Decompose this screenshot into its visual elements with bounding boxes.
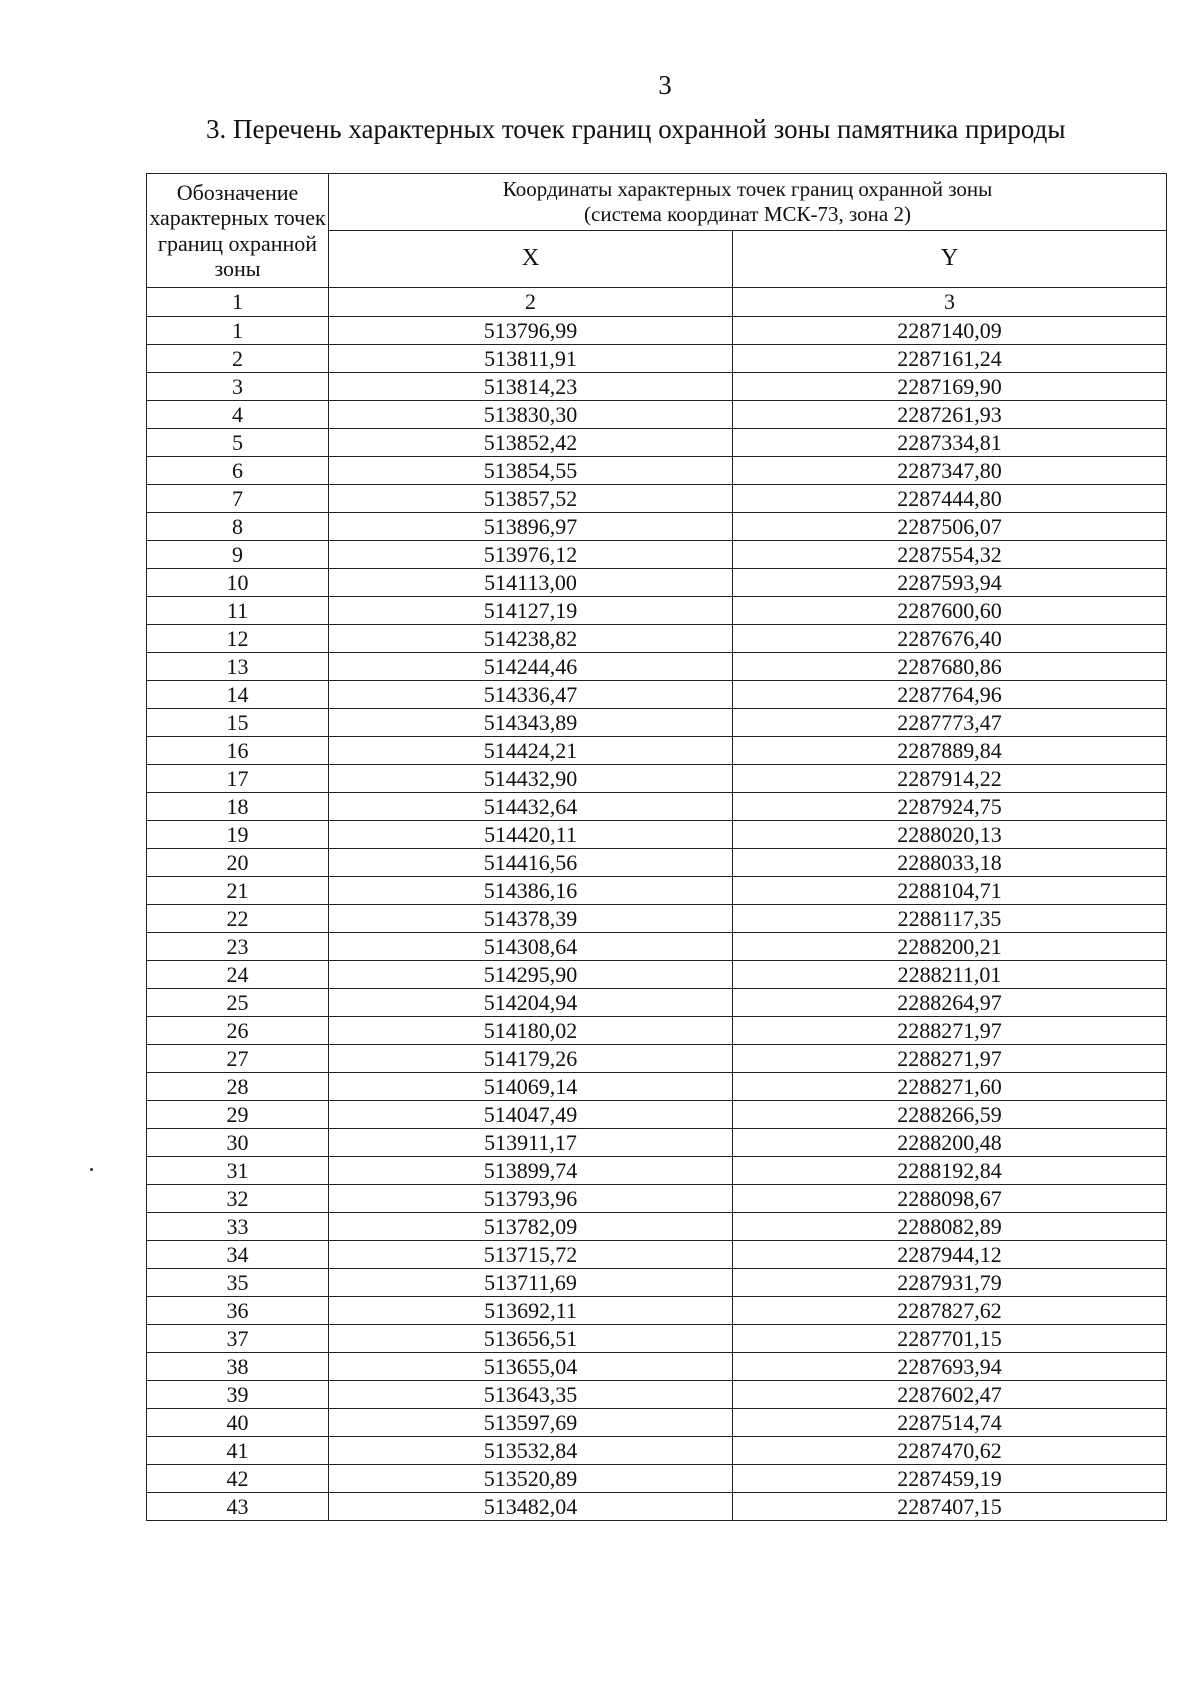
y-coordinate-cell: 2287944,12 <box>733 1241 1167 1269</box>
column-number: 2 <box>329 288 733 317</box>
y-coordinate-cell: 2287161,24 <box>733 345 1167 373</box>
point-number-cell: 43 <box>147 1493 329 1521</box>
x-coordinate-cell: 513811,91 <box>329 345 733 373</box>
table-row <box>147 1409 1167 1437</box>
y-coordinate-cell: 2287676,40 <box>733 625 1167 653</box>
header-y: Y <box>733 231 1167 288</box>
point-number-cell: 1 <box>147 317 329 345</box>
point-number-cell: 5 <box>147 429 329 457</box>
point-number-cell: 12 <box>147 625 329 653</box>
table-row <box>147 1353 1167 1381</box>
table-body <box>147 317 1167 1521</box>
y-coordinate-cell: 2287554,32 <box>733 541 1167 569</box>
table-row <box>147 793 1167 821</box>
table-row <box>147 849 1167 877</box>
table-row <box>147 821 1167 849</box>
point-number-cell: 3 <box>147 373 329 401</box>
y-coordinate-cell: 2287701,15 <box>733 1325 1167 1353</box>
y-coordinate-cell: 2287680,86 <box>733 653 1167 681</box>
x-coordinate-cell: 514336,47 <box>329 681 733 709</box>
y-coordinate-cell: 2287334,81 <box>733 429 1167 457</box>
x-coordinate-cell: 513643,35 <box>329 1381 733 1409</box>
coordinates-table <box>146 173 1167 1521</box>
x-coordinate-cell: 514386,16 <box>329 877 733 905</box>
y-coordinate-cell: 2287827,62 <box>733 1297 1167 1325</box>
y-coordinate-cell: 2287169,90 <box>733 373 1167 401</box>
x-coordinate-cell: 513854,55 <box>329 457 733 485</box>
x-coordinate-cell: 513814,23 <box>329 373 733 401</box>
y-coordinate-cell: 2287514,74 <box>733 1409 1167 1437</box>
x-coordinate-cell: 514424,21 <box>329 737 733 765</box>
point-number-cell: 28 <box>147 1073 329 1101</box>
table-row <box>147 1157 1167 1185</box>
table-row <box>147 1325 1167 1353</box>
x-coordinate-cell: 513656,51 <box>329 1325 733 1353</box>
point-number-cell: 10 <box>147 569 329 597</box>
header-designation: Обозначение характерных точек границ охранной зоны <box>147 174 329 288</box>
y-coordinate-cell: 2287602,47 <box>733 1381 1167 1409</box>
table-row <box>147 1185 1167 1213</box>
x-coordinate-cell: 514127,19 <box>329 597 733 625</box>
table-row <box>147 1213 1167 1241</box>
y-coordinate-cell: 2287914,22 <box>733 765 1167 793</box>
table-row <box>147 373 1167 401</box>
point-number-cell: 21 <box>147 877 329 905</box>
x-coordinate-cell: 513692,11 <box>329 1297 733 1325</box>
table-row <box>147 429 1167 457</box>
x-coordinate-cell: 513857,52 <box>329 485 733 513</box>
table-row <box>147 877 1167 905</box>
y-coordinate-cell: 2287764,96 <box>733 681 1167 709</box>
x-coordinate-cell: 514420,11 <box>329 821 733 849</box>
point-number-cell: 26 <box>147 1017 329 1045</box>
x-coordinate-cell: 513782,09 <box>329 1213 733 1241</box>
table-row <box>147 765 1167 793</box>
table-row <box>147 597 1167 625</box>
y-coordinate-cell: 2287889,84 <box>733 737 1167 765</box>
x-coordinate-cell: 514378,39 <box>329 905 733 933</box>
table-row <box>147 1297 1167 1325</box>
point-number-cell: 22 <box>147 905 329 933</box>
table-row <box>147 625 1167 653</box>
x-coordinate-cell: 513520,89 <box>329 1465 733 1493</box>
header-coordinates <box>329 174 1167 231</box>
x-coordinate-cell: 514308,64 <box>329 933 733 961</box>
y-coordinate-cell: 2288098,67 <box>733 1185 1167 1213</box>
x-coordinate-cell: 514295,90 <box>329 961 733 989</box>
x-coordinate-cell: 514238,82 <box>329 625 733 653</box>
table-row <box>147 989 1167 1017</box>
header-coordinate-system: (система координат МСК-73, зона 2) <box>584 202 911 226</box>
point-number-cell: 24 <box>147 961 329 989</box>
x-coordinate-cell: 514244,46 <box>329 653 733 681</box>
x-coordinate-cell: 514179,26 <box>329 1045 733 1073</box>
table-row <box>147 1073 1167 1101</box>
x-coordinate-cell: 513830,30 <box>329 401 733 429</box>
table-row <box>147 457 1167 485</box>
x-coordinate-cell: 514343,89 <box>329 709 733 737</box>
point-number-cell: 39 <box>147 1381 329 1409</box>
point-number-cell: 42 <box>147 1465 329 1493</box>
page-number: 3 <box>658 70 672 100</box>
y-coordinate-cell: 2288211,01 <box>733 961 1167 989</box>
x-coordinate-cell: 513655,04 <box>329 1353 733 1381</box>
column-number: 3 <box>733 288 1167 317</box>
y-coordinate-cell: 2288200,48 <box>733 1129 1167 1157</box>
stray-mark <box>90 1168 93 1171</box>
point-number-cell: 38 <box>147 1353 329 1381</box>
point-number-cell: 27 <box>147 1045 329 1073</box>
y-coordinate-cell: 2287773,47 <box>733 709 1167 737</box>
y-coordinate-cell: 2288271,60 <box>733 1073 1167 1101</box>
y-coordinate-cell: 2287600,60 <box>733 597 1167 625</box>
y-coordinate-cell: 2288104,71 <box>733 877 1167 905</box>
point-number-cell: 35 <box>147 1269 329 1297</box>
y-coordinate-cell: 2287140,09 <box>733 317 1167 345</box>
table-row <box>147 1381 1167 1409</box>
x-coordinate-cell: 514047,49 <box>329 1101 733 1129</box>
table-row <box>147 709 1167 737</box>
table-row <box>147 345 1167 373</box>
y-coordinate-cell: 2288271,97 <box>733 1045 1167 1073</box>
x-coordinate-cell: 513532,84 <box>329 1437 733 1465</box>
x-coordinate-cell: 513796,99 <box>329 317 733 345</box>
point-number-cell: 4 <box>147 401 329 429</box>
table-row <box>147 401 1167 429</box>
table-row <box>147 541 1167 569</box>
point-number-cell: 14 <box>147 681 329 709</box>
y-coordinate-cell: 2287593,94 <box>733 569 1167 597</box>
point-number-cell: 37 <box>147 1325 329 1353</box>
point-number-cell: 13 <box>147 653 329 681</box>
point-number-cell: 15 <box>147 709 329 737</box>
y-coordinate-cell: 2287931,79 <box>733 1269 1167 1297</box>
table-row <box>147 1101 1167 1129</box>
point-number-cell: 33 <box>147 1213 329 1241</box>
y-coordinate-cell: 2288266,59 <box>733 1101 1167 1129</box>
x-coordinate-cell: 513911,17 <box>329 1129 733 1157</box>
table-row <box>147 1465 1167 1493</box>
table-row <box>147 1269 1167 1297</box>
y-coordinate-cell: 2288200,21 <box>733 933 1167 961</box>
header-coordinates-title: Координаты характерных точек границ охранной зоны <box>502 176 993 201</box>
table-row <box>147 1437 1167 1465</box>
table-row <box>147 653 1167 681</box>
table-row <box>147 485 1167 513</box>
point-number-cell: 32 <box>147 1185 329 1213</box>
y-coordinate-cell: 2287261,93 <box>733 401 1167 429</box>
x-coordinate-cell: 514432,90 <box>329 765 733 793</box>
point-number-cell: 34 <box>147 1241 329 1269</box>
point-number-cell: 16 <box>147 737 329 765</box>
table-row <box>147 933 1167 961</box>
x-coordinate-cell: 513976,12 <box>329 541 733 569</box>
point-number-cell: 6 <box>147 457 329 485</box>
table-row <box>147 961 1167 989</box>
x-coordinate-cell: 514180,02 <box>329 1017 733 1045</box>
section-title: 3. Перечень характерных точек границ охранной зоны памятника природы <box>206 114 1066 144</box>
x-coordinate-cell: 513793,96 <box>329 1185 733 1213</box>
table-row <box>147 681 1167 709</box>
x-coordinate-cell: 513711,69 <box>329 1269 733 1297</box>
y-coordinate-cell: 2288271,97 <box>733 1017 1167 1045</box>
y-coordinate-cell: 2288020,13 <box>733 821 1167 849</box>
column-number: 1 <box>147 288 329 317</box>
point-number-cell: 31 <box>147 1157 329 1185</box>
point-number-cell: 29 <box>147 1101 329 1129</box>
y-coordinate-cell: 2287924,75 <box>733 793 1167 821</box>
point-number-cell: 9 <box>147 541 329 569</box>
y-coordinate-cell: 2288192,84 <box>733 1157 1167 1185</box>
x-coordinate-cell: 514432,64 <box>329 793 733 821</box>
table-row <box>147 1045 1167 1073</box>
x-coordinate-cell: 514069,14 <box>329 1073 733 1101</box>
point-number-cell: 30 <box>147 1129 329 1157</box>
x-coordinate-cell: 514416,56 <box>329 849 733 877</box>
y-coordinate-cell: 2287347,80 <box>733 457 1167 485</box>
point-number-cell: 20 <box>147 849 329 877</box>
point-number-cell: 2 <box>147 345 329 373</box>
y-coordinate-cell: 2288264,97 <box>733 989 1167 1017</box>
header-x: X <box>329 231 733 288</box>
table-row <box>147 1017 1167 1045</box>
y-coordinate-cell: 2288033,18 <box>733 849 1167 877</box>
y-coordinate-cell: 2287407,15 <box>733 1493 1167 1521</box>
table-row <box>147 1493 1167 1521</box>
table-row <box>147 1129 1167 1157</box>
x-coordinate-cell: 514204,94 <box>329 989 733 1017</box>
x-coordinate-cell: 514113,00 <box>329 569 733 597</box>
table-row <box>147 513 1167 541</box>
point-number-cell: 17 <box>147 765 329 793</box>
x-coordinate-cell: 513852,42 <box>329 429 733 457</box>
y-coordinate-cell: 2287506,07 <box>733 513 1167 541</box>
y-coordinate-cell: 2287470,62 <box>733 1437 1167 1465</box>
table-row <box>147 317 1167 345</box>
x-coordinate-cell: 513896,97 <box>329 513 733 541</box>
table-row <box>147 905 1167 933</box>
x-coordinate-cell: 513715,72 <box>329 1241 733 1269</box>
table-row <box>147 1241 1167 1269</box>
table-row <box>147 569 1167 597</box>
point-number-cell: 7 <box>147 485 329 513</box>
point-number-cell: 41 <box>147 1437 329 1465</box>
point-number-cell: 25 <box>147 989 329 1017</box>
point-number-cell: 23 <box>147 933 329 961</box>
y-coordinate-cell: 2287459,19 <box>733 1465 1167 1493</box>
point-number-cell: 19 <box>147 821 329 849</box>
point-number-cell: 11 <box>147 597 329 625</box>
table-row <box>147 737 1167 765</box>
y-coordinate-cell: 2287444,80 <box>733 485 1167 513</box>
y-coordinate-cell: 2288117,35 <box>733 905 1167 933</box>
y-coordinate-cell: 2288082,89 <box>733 1213 1167 1241</box>
y-coordinate-cell: 2287693,94 <box>733 1353 1167 1381</box>
point-number-cell: 8 <box>147 513 329 541</box>
x-coordinate-cell: 513482,04 <box>329 1493 733 1521</box>
x-coordinate-cell: 513899,74 <box>329 1157 733 1185</box>
x-coordinate-cell: 513597,69 <box>329 1409 733 1437</box>
point-number-cell: 40 <box>147 1409 329 1437</box>
point-number-cell: 18 <box>147 793 329 821</box>
point-number-cell: 36 <box>147 1297 329 1325</box>
